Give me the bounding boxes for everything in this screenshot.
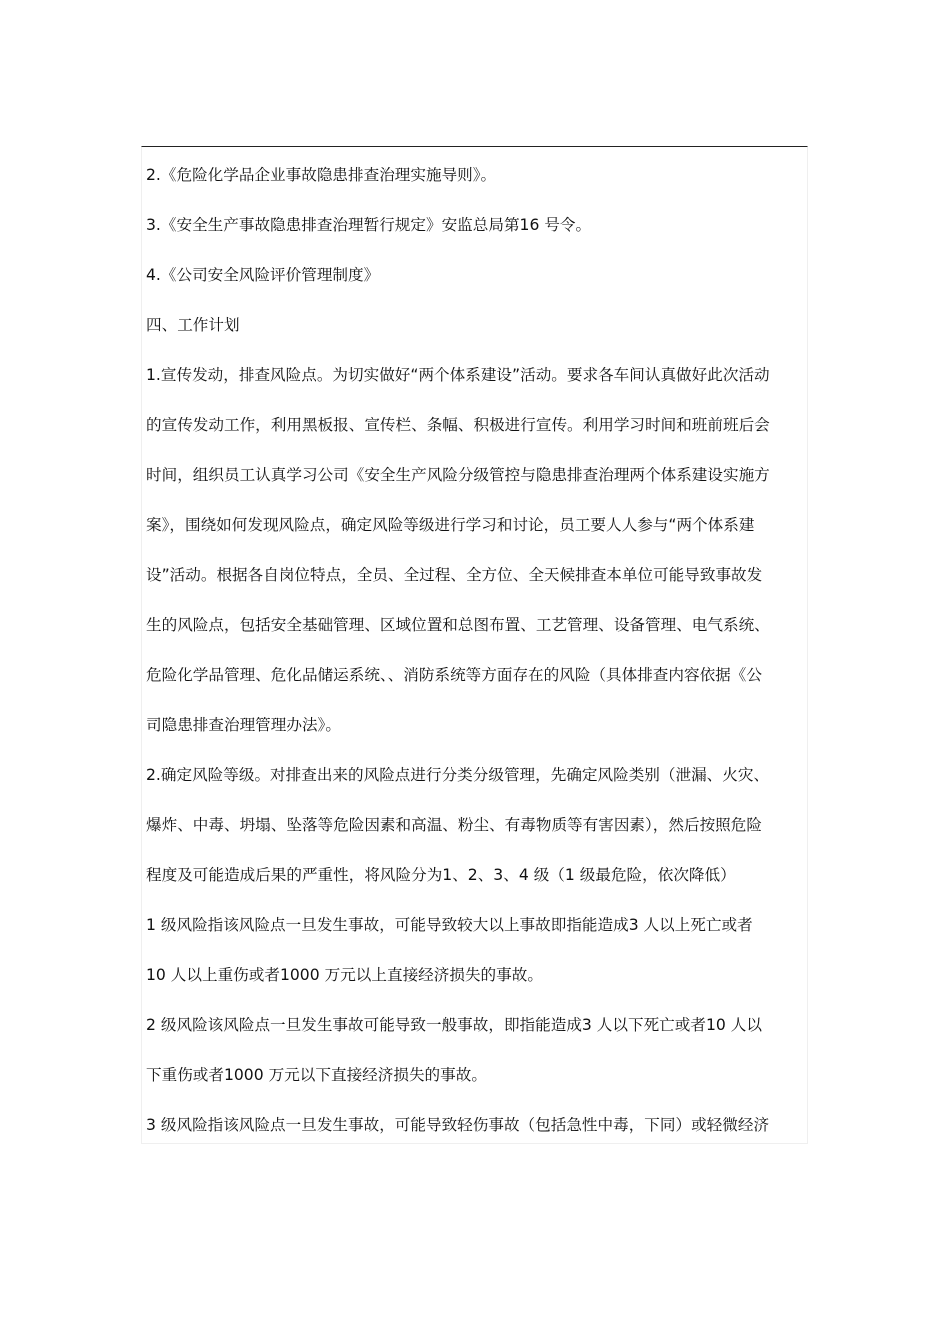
text-line: 3.《安全生产事故隐患排查治理暂行规定》安监总局第16 号令。 — [146, 216, 592, 234]
text-line: 的宣传发动工作，利用黑板报、宣传栏、条幅、积极进行宣传。利用学习时间和班前班后会 — [146, 416, 770, 434]
text-line: 1 级风险指该风险点一旦发生事故，可能导致较大以上事故即指能造成3 人以上死亡或者 — [146, 916, 753, 934]
document-body — [146, 158, 846, 1158]
text-line: 司隐患排查治理管理办法》。 — [146, 716, 341, 734]
text-line: 10 人以上重伤或者1000 万元以上直接经济损失的事故。 — [146, 966, 543, 984]
text-line: 程度及可能造成后果的严重性，将风险分为1、2、3、4 级（1 级最危险，依次降低） — [146, 866, 736, 884]
text-line: 时间，组织员工认真学习公司《安全生产风险分级管控与隐患排查治理两个体系建设实施方 — [146, 466, 770, 484]
text-line: 2 级风险该风险点一旦发生事故可能导致一般事故，即指能造成3 人以下死亡或者10 人以 — [146, 1016, 762, 1034]
text-line: 案》，围绕如何发现风险点，确定风险等级进行学习和讨论，员工要人人参与“两个体系建 — [146, 516, 755, 534]
text-line: 2.《危险化学品企业事故隐患排查治理实施导则》。 — [146, 166, 497, 184]
text-line: 下重伤或者1000 万元以下直接经济损失的事故。 — [146, 1066, 487, 1084]
section-heading: 四、工作计划 — [146, 316, 240, 334]
text-line: 生的风险点，包括安全基础管理、区域位置和总图布置、工艺管理、设备管理、电气系统、 — [146, 616, 770, 634]
text-line: 爆炸、中毒、坍塌、坠落等危险因素和高温、粉尘、有毒物质等有害因素），然后按照危险 — [146, 816, 762, 834]
text-line: 3 级风险指该风险点一旦发生事故，可能导致轻伤事故（包括急性中毒，下同）或轻微经济 — [146, 1116, 770, 1134]
text-line: 危险化学品管理、危化品储运系统、、消防系统等方面存在的风险（具体排查内容依据《公 — [146, 666, 762, 684]
text-line: 1.宣传发动，排查风险点。为切实做好“两个体系建设”活动。要求各车间认真做好此次活动 — [146, 366, 770, 384]
text-line: 设”活动。根据各自岗位特点，全员、全过程、全方位、全天候排查本单位可能导致事故发 — [146, 566, 763, 584]
text-line: 4.《公司安全风险评价管理制度》 — [146, 266, 380, 284]
text-line: 2.确定风险等级。对排查出来的风险点进行分类分级管理，先确定风险类别（泄漏、火灾、 — [146, 766, 770, 784]
